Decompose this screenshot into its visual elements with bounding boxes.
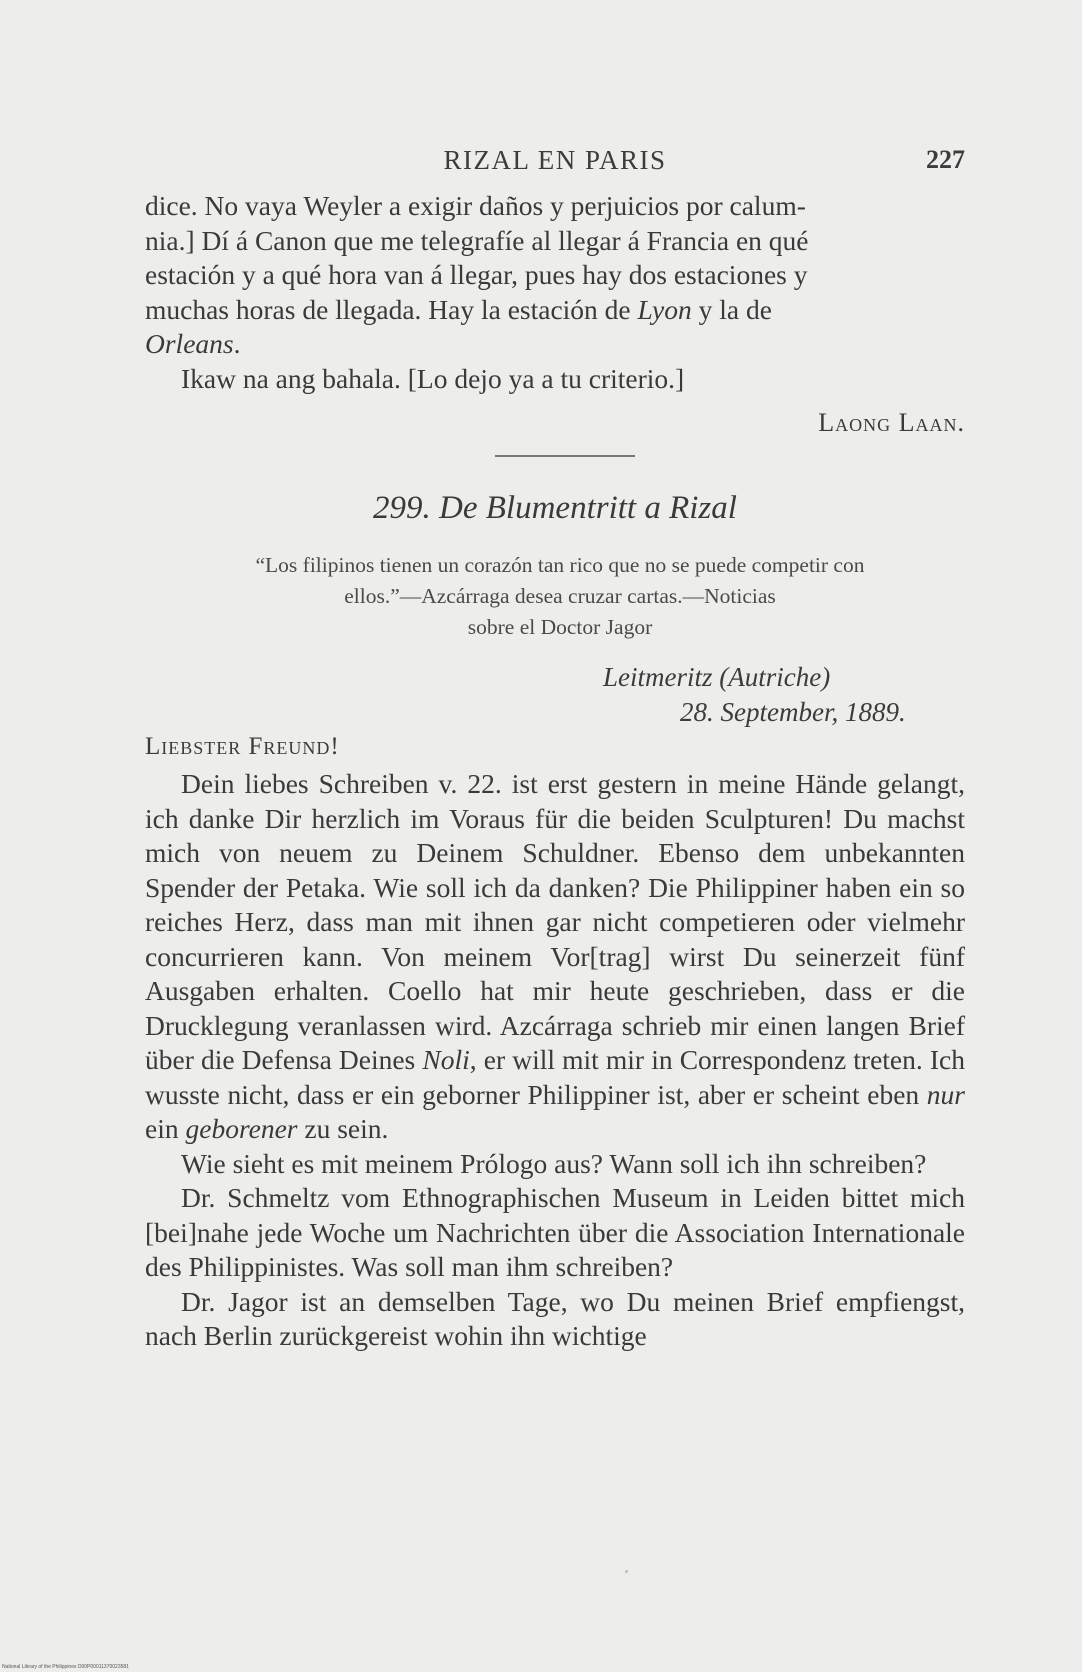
paragraph: Dr. Jagor ist an demselben Tage, wo Du meinen Brief empfiengst, nach Berlin zurückgereist wohin ihn wichtige xyxy=(145,1285,965,1351)
letter-date: 28. September, 1889. xyxy=(680,697,906,727)
signature: Laong Laan. xyxy=(818,408,965,437)
text-segment: Dein liebes Schreiben v. 22. ist erst gestern in meine Hände gelangt, ich danke Dir herzlich im Voraus für die beiden Sculpturen! Du machst mich von neuem zu Deinem Schuldner. Ebenso dem unbekannten Spender der Petaka. Wie soll ich da danken? Die Philippiner haben ein so reiches Herz, dass man mit ihnen gar nicht competieren oder vielmehr concurrieren kann. Von meinem Vor[trag] wirst Du seinerzeit fünf Ausgaben erhalten. Coello hat mir heute geschrieben, dass er die Drucklegung veranlassen wird. Azcárraga schrieb mir einen langen Brief über die Defensa Deines xyxy=(145,768,965,1075)
paper-speck xyxy=(625,1570,628,1573)
running-head xyxy=(145,145,965,185)
italic-word: Noli xyxy=(422,1044,470,1075)
paragraph: Dr. Schmeltz vom Ethnographischen Museum in Leiden bittet mich [bei]nahe jede Woche um Nachrichten über die Association Internationale des Philippinistes. Was soll man ihm schreiben? xyxy=(145,1182,965,1282)
page-number: 227 xyxy=(926,145,965,174)
text-segment: . xyxy=(233,328,241,359)
paragraph: Wie sieht es mit meinem Prólogo aus? Wann soll ich ihn schreiben? xyxy=(181,1147,927,1179)
paragraph xyxy=(145,767,965,1147)
text-segment: y la de xyxy=(691,293,772,325)
text-line: estación y a qué hora van á llegar, pues hay dos estaciones y xyxy=(145,259,808,290)
text-segment: ein xyxy=(145,1113,186,1144)
text-line: nia.] Dí á Canon que me telegrafíe al llegar á Francia en qué xyxy=(145,224,809,256)
scan-footer-metadata: National Library of the Philippines D00P00011370023581 xyxy=(2,1664,129,1670)
running-title: RIZAL EN PARIS xyxy=(443,145,667,175)
letter-body xyxy=(145,767,965,1354)
closing-line: Ikaw na ang bahala. [Lo dejo ya a tu criterio.] xyxy=(181,362,685,394)
text-line xyxy=(145,327,965,362)
text-segment: muchas horas de llegada. Hay la estación de xyxy=(145,293,638,325)
summary-line: “Los filipinos tienen un corazón tan rico que no se puede competir con xyxy=(255,553,865,577)
italic-word: Lyon xyxy=(637,293,692,325)
text-segment: , er will mit mir in Correspondenz treten. Ich wusste nicht, dass er ein geborner Philippiner ist, aber er scheint eben xyxy=(145,1044,965,1110)
italic-word: Orleans xyxy=(145,328,234,359)
text-segment: zu sein. xyxy=(297,1113,389,1144)
summary-line: ellos.”—Azcárraga desea cruzar cartas.—Noticias xyxy=(344,584,776,608)
summary-line: sobre el Doctor Jagor xyxy=(467,615,653,639)
section-divider xyxy=(495,455,635,457)
letter-title: 299. De Blumentritt a Rizal xyxy=(373,490,737,526)
letter-place: Leitmeritz (Autriche) xyxy=(603,662,831,692)
salutation: Liebster Freund! xyxy=(145,733,340,760)
italic-word: geborener xyxy=(185,1113,298,1144)
italic-word: nur xyxy=(926,1078,965,1110)
previous-letter-ending xyxy=(145,189,965,396)
text-line: dice. No vaya Weyler a exigir daños y perjuicios por calum- xyxy=(145,190,806,221)
text-line xyxy=(145,293,965,328)
letter-summary xyxy=(160,550,960,643)
